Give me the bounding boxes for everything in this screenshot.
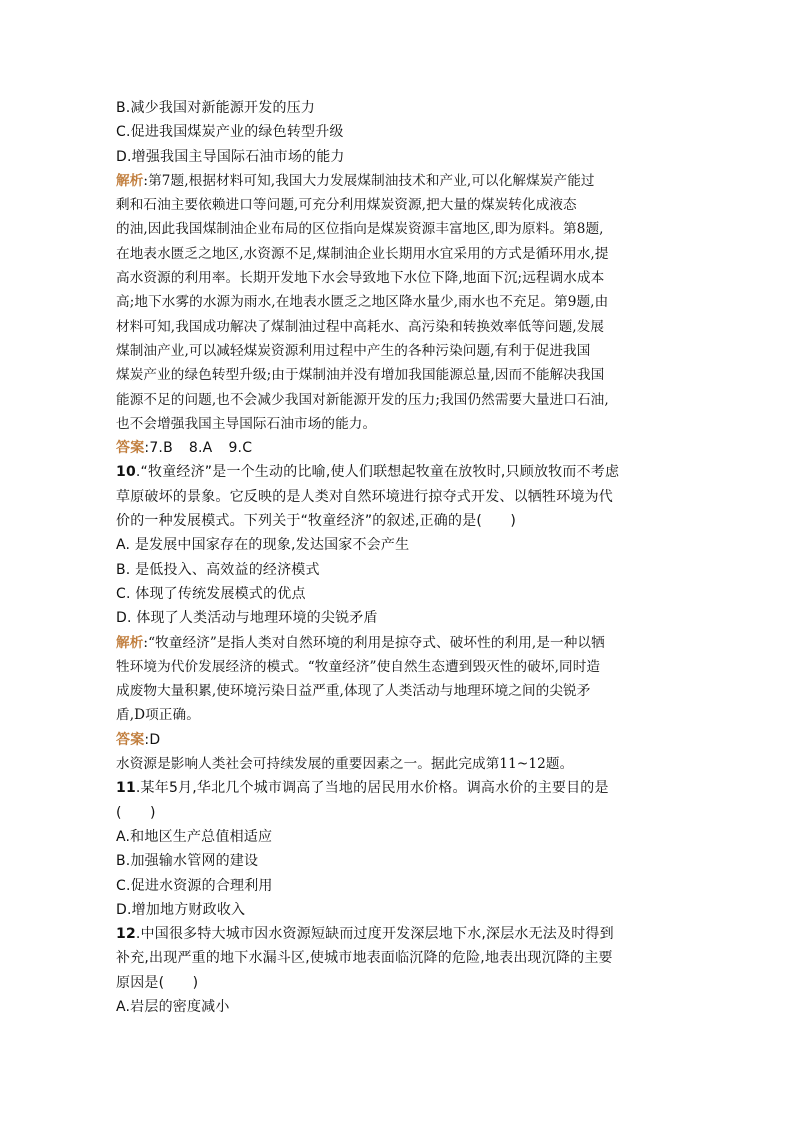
q10-analysis-line: 盾,D项正确。 xyxy=(116,707,200,724)
q10-option-b: B. 是低投入、高效益的经济模式 xyxy=(116,561,320,578)
q10-stem-line: 10.“牧童经济”是一个生动的比喻,使人们联想起牧童在放牧时,只顾放牧而不考虑 xyxy=(116,464,620,481)
analysis-line: 煤炭产业的绿色转型升级;由于煤制油并没有增加我国能源总量,因而不能解决我国 xyxy=(116,367,605,384)
q10-analysis-line: 牲环境为代价发展经济的模式。“牧童经济”使自然生态遭到毁灭性的破坏,同时造 xyxy=(116,658,601,675)
q9-option-b: B.减少我国对新能源开发的压力 xyxy=(116,100,316,116)
q10-answer: 答案:D xyxy=(116,731,161,748)
answer-label: 答案 xyxy=(116,440,145,457)
q10-option-c: C. 体现了传统发展模式的优点 xyxy=(116,585,306,602)
q11-option-d: D.增加地方财政收入 xyxy=(116,901,246,918)
q9-option-d: D.增强我国主导国际石油市场的能力 xyxy=(116,148,345,165)
q10-stem-line: 价的一种发展模式。下列关于“牧童经济”的叙述,正确的是( ) xyxy=(116,513,517,530)
analysis-line: 在地表水匮乏之地区,水资源不足,煤制油企业长期用水宜采用的方式是循环用水,提 xyxy=(116,245,609,262)
q11-stem-line: ( ) xyxy=(116,804,156,821)
analysis-label: 解析 xyxy=(116,172,144,189)
q12-option-a: A.岩层的密度减小 xyxy=(116,998,230,1015)
analysis-line: 剩和石油主要依赖进口等问题,可充分利用煤炭资源,把大量的煤炭转化成液态 xyxy=(116,197,577,214)
analysis-line: 材料可知,我国成功解决了煤制油过程中高耗水、高污染和转换效率低等问题,发展 xyxy=(116,318,605,335)
q11-option-b: B.加强输水管网的建设 xyxy=(116,853,259,870)
q12-number: 12 xyxy=(116,926,136,943)
analysis-line: 解析:第7题,根据材料可知,我国大力发展煤制油技术和产业,可以化解煤炭产能过 xyxy=(116,172,595,189)
analysis-line: 也不会增强我国主导国际石油市场的能力。 xyxy=(116,415,377,432)
analysis-line: 能源不足的问题,也不会减少我国对新能源开发的压力;我国仍然需要大量进口石油, xyxy=(116,391,609,408)
worksheet-page xyxy=(116,96,676,1019)
q9-option-c: C.促进我国煤炭产业的绿色转型升级 xyxy=(116,124,344,141)
q11-option-a: A.和地区生产总值相适应 xyxy=(116,828,273,845)
q12-stem-line: 12.中国很多特大城市因水资源短缺而过度开发深层地下水,深层水无法及时得到 xyxy=(116,926,614,943)
q11-number: 11 xyxy=(116,780,136,797)
answer-7-9: 答案:7.B 8.A 9.C xyxy=(116,440,253,457)
q11-option-c: C.促进水资源的合理利用 xyxy=(116,877,273,894)
answer-label: 答案 xyxy=(116,731,145,748)
question-10 xyxy=(116,460,676,752)
q10-analysis-line: 成废物大量积累,使环境污染日益严重,体现了人类活动与地理环境之间的尖锐矛 xyxy=(116,683,591,700)
q10-stem-line: 草原破坏的景象。它反映的是人类对自然环境进行掠夺式开发、以牺牲环境为代 xyxy=(116,488,613,505)
analysis-line: 高水资源的利用率。长期开发地下水会导致地下水位下降,地面下沉;远程调水成本 xyxy=(116,270,605,287)
analysis-label: 解析 xyxy=(116,634,144,651)
q12-stem-line: 补充,出现严重的地下水漏斗区,使城市地表面临沉降的危险,地表出现沉降的主要 xyxy=(116,950,613,967)
q11-stem-line: 11.某年5月,华北几个城市调高了当地的居民用水价格。调高水价的主要目的是 xyxy=(116,780,609,797)
analysis-line: 煤制油产业,可以减轻煤炭资源利用过程中产生的各种污染问题,有利于促进我国 xyxy=(116,342,591,359)
q10-option-a: A. 是发展中国家存在的现象,发达国家不会产生 xyxy=(116,537,410,554)
intro-11-12: 水资源是影响人类社会可持续发展的重要因素之一。据此完成第11~12题。 xyxy=(116,756,574,773)
analysis-line: 高;地下水雾的水源为雨水,在地表水匮乏之地区降水量少,雨水也不充足。第9题,由 xyxy=(116,294,609,311)
q12-stem-line: 原因是( ) xyxy=(116,974,199,991)
q10-analysis-line: 解析:“牧童经济”是指人类对自然环境的利用是掠夺式、破坏性的利用,是一种以牺 xyxy=(116,634,605,651)
question-12 xyxy=(116,922,676,1019)
q10-number: 10 xyxy=(116,464,136,481)
q10-option-d: D. 体现了人类活动与地理环境的尖锐矛盾 xyxy=(116,610,378,627)
analysis-7-9 xyxy=(116,169,676,436)
question-11 xyxy=(116,776,676,922)
analysis-line: 的油,因此我国煤制油企业布局的区位指向是煤炭资源丰富地区,即为原料。第8题, xyxy=(116,221,604,238)
